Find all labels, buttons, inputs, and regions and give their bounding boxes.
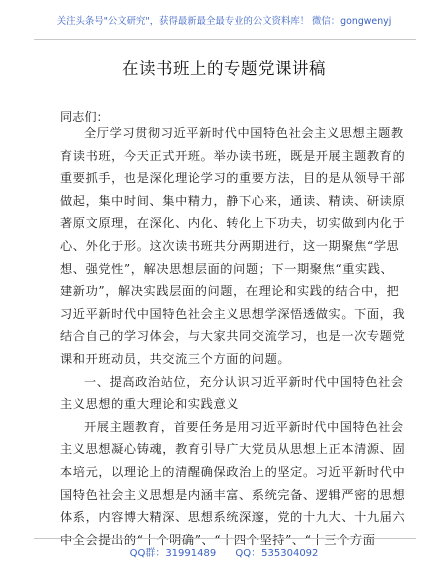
body-line: 育读书班，今天正式开班。举办读书班，既是开展主题教育的	[60, 148, 406, 163]
body-line: 结合自己的学习体会，与大家共同交流学习，也是一次专题党	[60, 329, 406, 344]
footer	[0, 544, 448, 559]
footer-qq: QQ：535304092	[235, 548, 319, 559]
body-line: 课和开班动员，共交流三个方面的问题。	[60, 351, 291, 366]
body-line: 建新功”，解决实践层面的问题，在理论和实践的结合中，把	[60, 284, 400, 299]
body-line: 著原文原理，在深化、内化、转化上下功夫，切实做到内化于	[60, 216, 406, 231]
body-line: 国特色社会主义思想是内涵丰富、系统完备、逻辑严密的思想	[60, 487, 406, 502]
body-line: 中全会提出的“十个明确”、“十四个坚持”、“十三个方面	[60, 532, 376, 547]
body-line: 全厅学习贯彻习近平新时代中国特色社会主义思想主题教	[84, 126, 404, 140]
header-divider	[34, 39, 416, 40]
body-line: 体系，内容博大精深、思想系统深邃，党的十九大、十九届六	[60, 510, 406, 525]
salutation: 同志们：	[60, 110, 109, 124]
body-line: 主义思想凝心铸魂，教育引导广大党员从思想上正本清源、固	[60, 442, 406, 457]
body-line: 本培元，以理论上的清醒确保政治上的坚定。习近平新时代中	[60, 464, 406, 479]
footer-qq-group: QQ群：31991489	[129, 548, 217, 559]
body-line: 做起，集中时间、集中精力，静下心来，通读、精读、研读原	[60, 193, 406, 208]
body-line: 习近平新时代中国特色社会主义思想学深悟透做实。下面，我	[60, 306, 406, 321]
body-line: 开展主题教育，首要任务是用习近平新时代中国特色社会	[84, 419, 404, 434]
header-note: 关注头条号"公文研究"，获得最新最全最专业的公文资料库！ 微信：gongwenyj	[56, 16, 392, 27]
body-line: 重要抓手，也是深化理论学习的重要方法，目的是从领导干部	[60, 171, 406, 186]
body-line: 想、强党性”，解决思想层面的问题；下一期聚焦“重实践、	[60, 261, 394, 276]
document-body	[60, 122, 406, 551]
document-title: 在读书班上的专题党课讲稿	[122, 59, 326, 78]
section-heading: 主义思想的重大理论和实践意义	[60, 397, 240, 412]
body-line: 心、外化于形。这次读书班共分两期进行，这一期聚焦“学思	[60, 238, 400, 253]
footer-divider	[34, 538, 416, 539]
section-heading: 一、提高政治站位，充分认识习近平新时代中国特色社会	[84, 374, 404, 389]
